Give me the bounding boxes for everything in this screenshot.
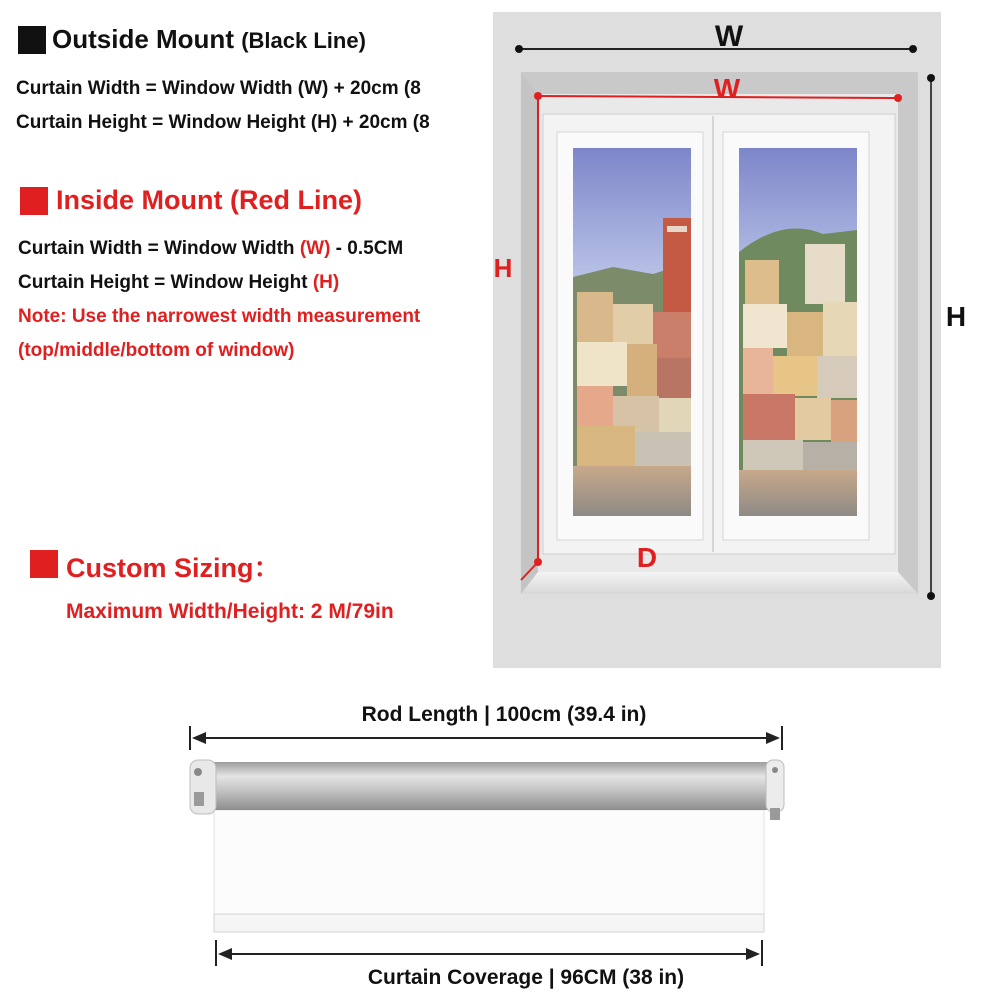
inner-width-label: W — [713, 73, 741, 104]
right-bracket — [766, 760, 784, 820]
outer-width-dot-right — [909, 45, 917, 53]
outer-height-dot-bottom — [927, 592, 935, 600]
outer-width-dot-left — [515, 45, 523, 53]
inside-width-formula — [18, 238, 403, 260]
note-line-2: (top/middle/bottom of window) — [18, 340, 295, 361]
rod-length-arrow — [190, 726, 782, 750]
blind-bottom-rail — [214, 914, 764, 932]
roller-blind-diagram — [180, 690, 800, 1000]
inside-height-prefix: Curtain Height = Window Height — [18, 272, 313, 293]
outside-mount-subtitle: (Black Line) — [241, 28, 366, 53]
red-square-icon-2 — [30, 550, 58, 578]
outside-height-formula: Curtain Height = Window Height (H) + 20cm (8 — [16, 112, 430, 133]
left-bracket — [190, 760, 216, 814]
window-glass-left — [573, 148, 691, 516]
inner-height-label: H — [493, 253, 513, 283]
outer-width-label: W — [714, 20, 744, 53]
custom-sizing-max: Maximum Width/Height: 2 M/79in — [66, 600, 394, 623]
outer-height-label: H — [945, 301, 967, 332]
inside-height-formula — [18, 272, 339, 294]
curtain-coverage-label: Curtain Coverage | 96CM (38 in) — [367, 966, 685, 989]
window-diagram — [493, 12, 967, 668]
curtain-coverage-arrow — [216, 940, 762, 966]
outside-mount-title-text: Outside Mount — [52, 24, 234, 54]
inside-height-var: (H) — [312, 272, 340, 293]
outer-height-dot-top — [927, 74, 935, 82]
window-glass-right — [739, 148, 857, 516]
custom-sizing-title: Custom Sizing： — [66, 553, 281, 583]
roller-tube — [202, 762, 774, 810]
outside-mount-title — [52, 24, 366, 55]
window-recess-right — [898, 72, 918, 594]
black-square-icon — [18, 26, 46, 54]
rod-length-label: Rod Length | 100cm (39.4 in) — [361, 703, 647, 726]
window-sill — [521, 572, 918, 594]
depth-label: D — [636, 542, 658, 573]
inside-mount-title: Inside Mount (Red Line) — [56, 185, 362, 215]
inside-width-var: (W) — [299, 238, 331, 259]
red-square-icon — [20, 187, 48, 215]
blind-fabric — [214, 810, 764, 920]
inside-width-prefix: Curtain Width = Window Width — [18, 238, 300, 259]
inner-width-dot-right — [894, 94, 902, 102]
inside-width-suffix: - 0.5CM — [330, 238, 404, 259]
window-recess-left — [521, 72, 538, 594]
outside-width-formula: Curtain Width = Window Width (W) + 20cm (8 — [16, 78, 421, 99]
note-line-1: Note: Use the narrowest width measurement — [18, 306, 421, 327]
